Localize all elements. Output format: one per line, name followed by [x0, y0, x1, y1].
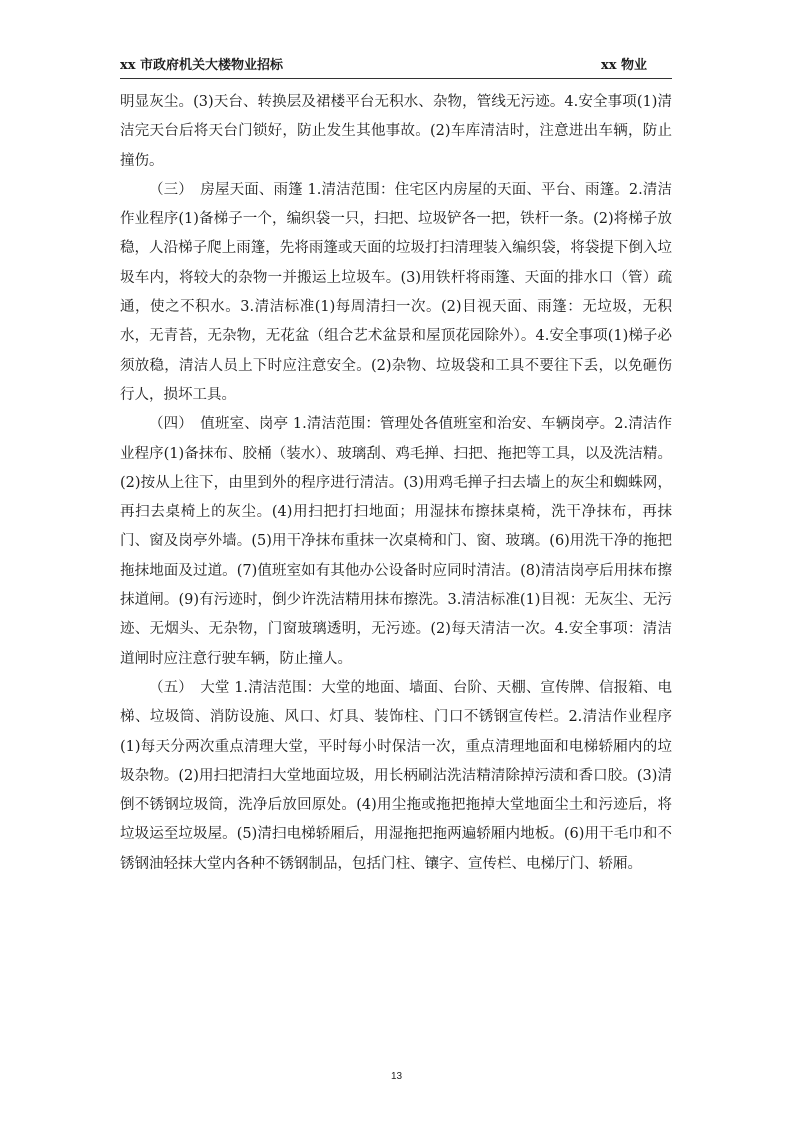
header-company-name: xx 物业	[600, 58, 647, 73]
document-body	[120, 88, 672, 879]
paragraph-section-3-roof: （三） 房屋天面、雨篷 1.清洁范围：住宅区内房屋的天面、平台、雨篷。2.清洁作业程序(1)备梯子一个，编织袋一只，扫把、垃圾铲各一把，铁杆一条。(2)将梯子放稳，人沿梯子爬上雨篷，先将雨篷或天面的垃圾打扫清理装入编织袋，将袋提下倒入垃圾车内，将较大的杂物一并搬运上垃圾车。(3)用铁杆将雨篷、天面的排水口（管）疏通，使之不积水。3.清洁标准(1)每周清扫一次。(2)目视天面、雨篷：无垃圾，无积水，无青苔，无杂物，无花盆（组合艺术盆景和屋顶花园除外）。4.安全事项(1)梯子必须放稳，清洁人员上下时应注意安全。(2)杂物、垃圾袋和工具不要往下丢，以免砸伤行人，损坏工具。	[120, 181, 672, 403]
paragraph-section-5-lobby: （五） 大堂 1.清洁范围：大堂的地面、墙面、台阶、天棚、宣传牌、信报箱、电梯、垃圾筒、消防设施、风口、灯具、装饰柱、门口不锈钢宣传栏。2.清洁作业程序(1)每天分两次重点清理大堂，平时每小时保洁一次，重点清理地面和电梯轿厢内的垃圾杂物。(2)用扫把清扫大堂地面垃圾，用长柄刷沾洗洁精清除掉污渍和香口胶。(3)清倒不锈钢垃圾筒，洗净后放回原处。(4)用尘拖或拖把拖掉大堂地面尘土和污迹后，将垃圾运至垃圾屋。(5)清扫电梯轿厢后，用湿拖把拖两遍轿厢内地板。(6)用干毛巾和不锈钢油轻抹大堂内各种不锈钢制品，包括门柱、镶字、宣传栏、电梯厅门、轿厢。	[120, 679, 672, 872]
page-header	[120, 54, 672, 79]
header-document-title: xx 市政府机关大楼物业招标	[120, 58, 284, 73]
paragraph-section-4-duty-room: （四） 值班室、岗亭 1.清洁范围：管理处各值班室和治安、车辆岗亭。2.清洁作业程序(1)备抹布、胶桶（装水）、玻璃刮、鸡毛掸、扫把、拖把等工具，以及洗洁精。(2)按从上往下，由里到外的程序进行清洁。(3)用鸡毛掸子扫去墙上的灰尘和蜘蛛网，再扫去桌椅上的灰尘。(4)用扫把打扫地面；用湿抹布擦抹桌椅，洗干净抹布，再抹门、窗及岗亭外墙。(5)用干净抹布重抹一次桌椅和门、窗、玻璃。(6)用洗干净的拖把拖抹地面及过道。(7)值班室如有其他办公设备时应同时清洁。(8)清洁岗亭后用抹布擦抹道闸。(9)有污迹时，倒少许洗洁精用抹布擦洗。3.清洁标准(1)目视：无灰尘、无污迹、无烟头、无杂物，门窗玻璃透明，无污迹。(2)每天清洁一次。4.安全事项：清洁道闸时应注意行驶车辆，防止撞人。	[120, 416, 672, 667]
page-number: 13	[390, 1071, 403, 1082]
paragraph-continuation: 明显灰尘。(3)天台、转换层及裙楼平台无积水、杂物，管线无污迹。4.安全事项(1)清洁完天台后将天台门锁好，防止发生其他事故。(2)车库清洁时，注意进出车辆，防止撞伤。	[120, 94, 672, 169]
